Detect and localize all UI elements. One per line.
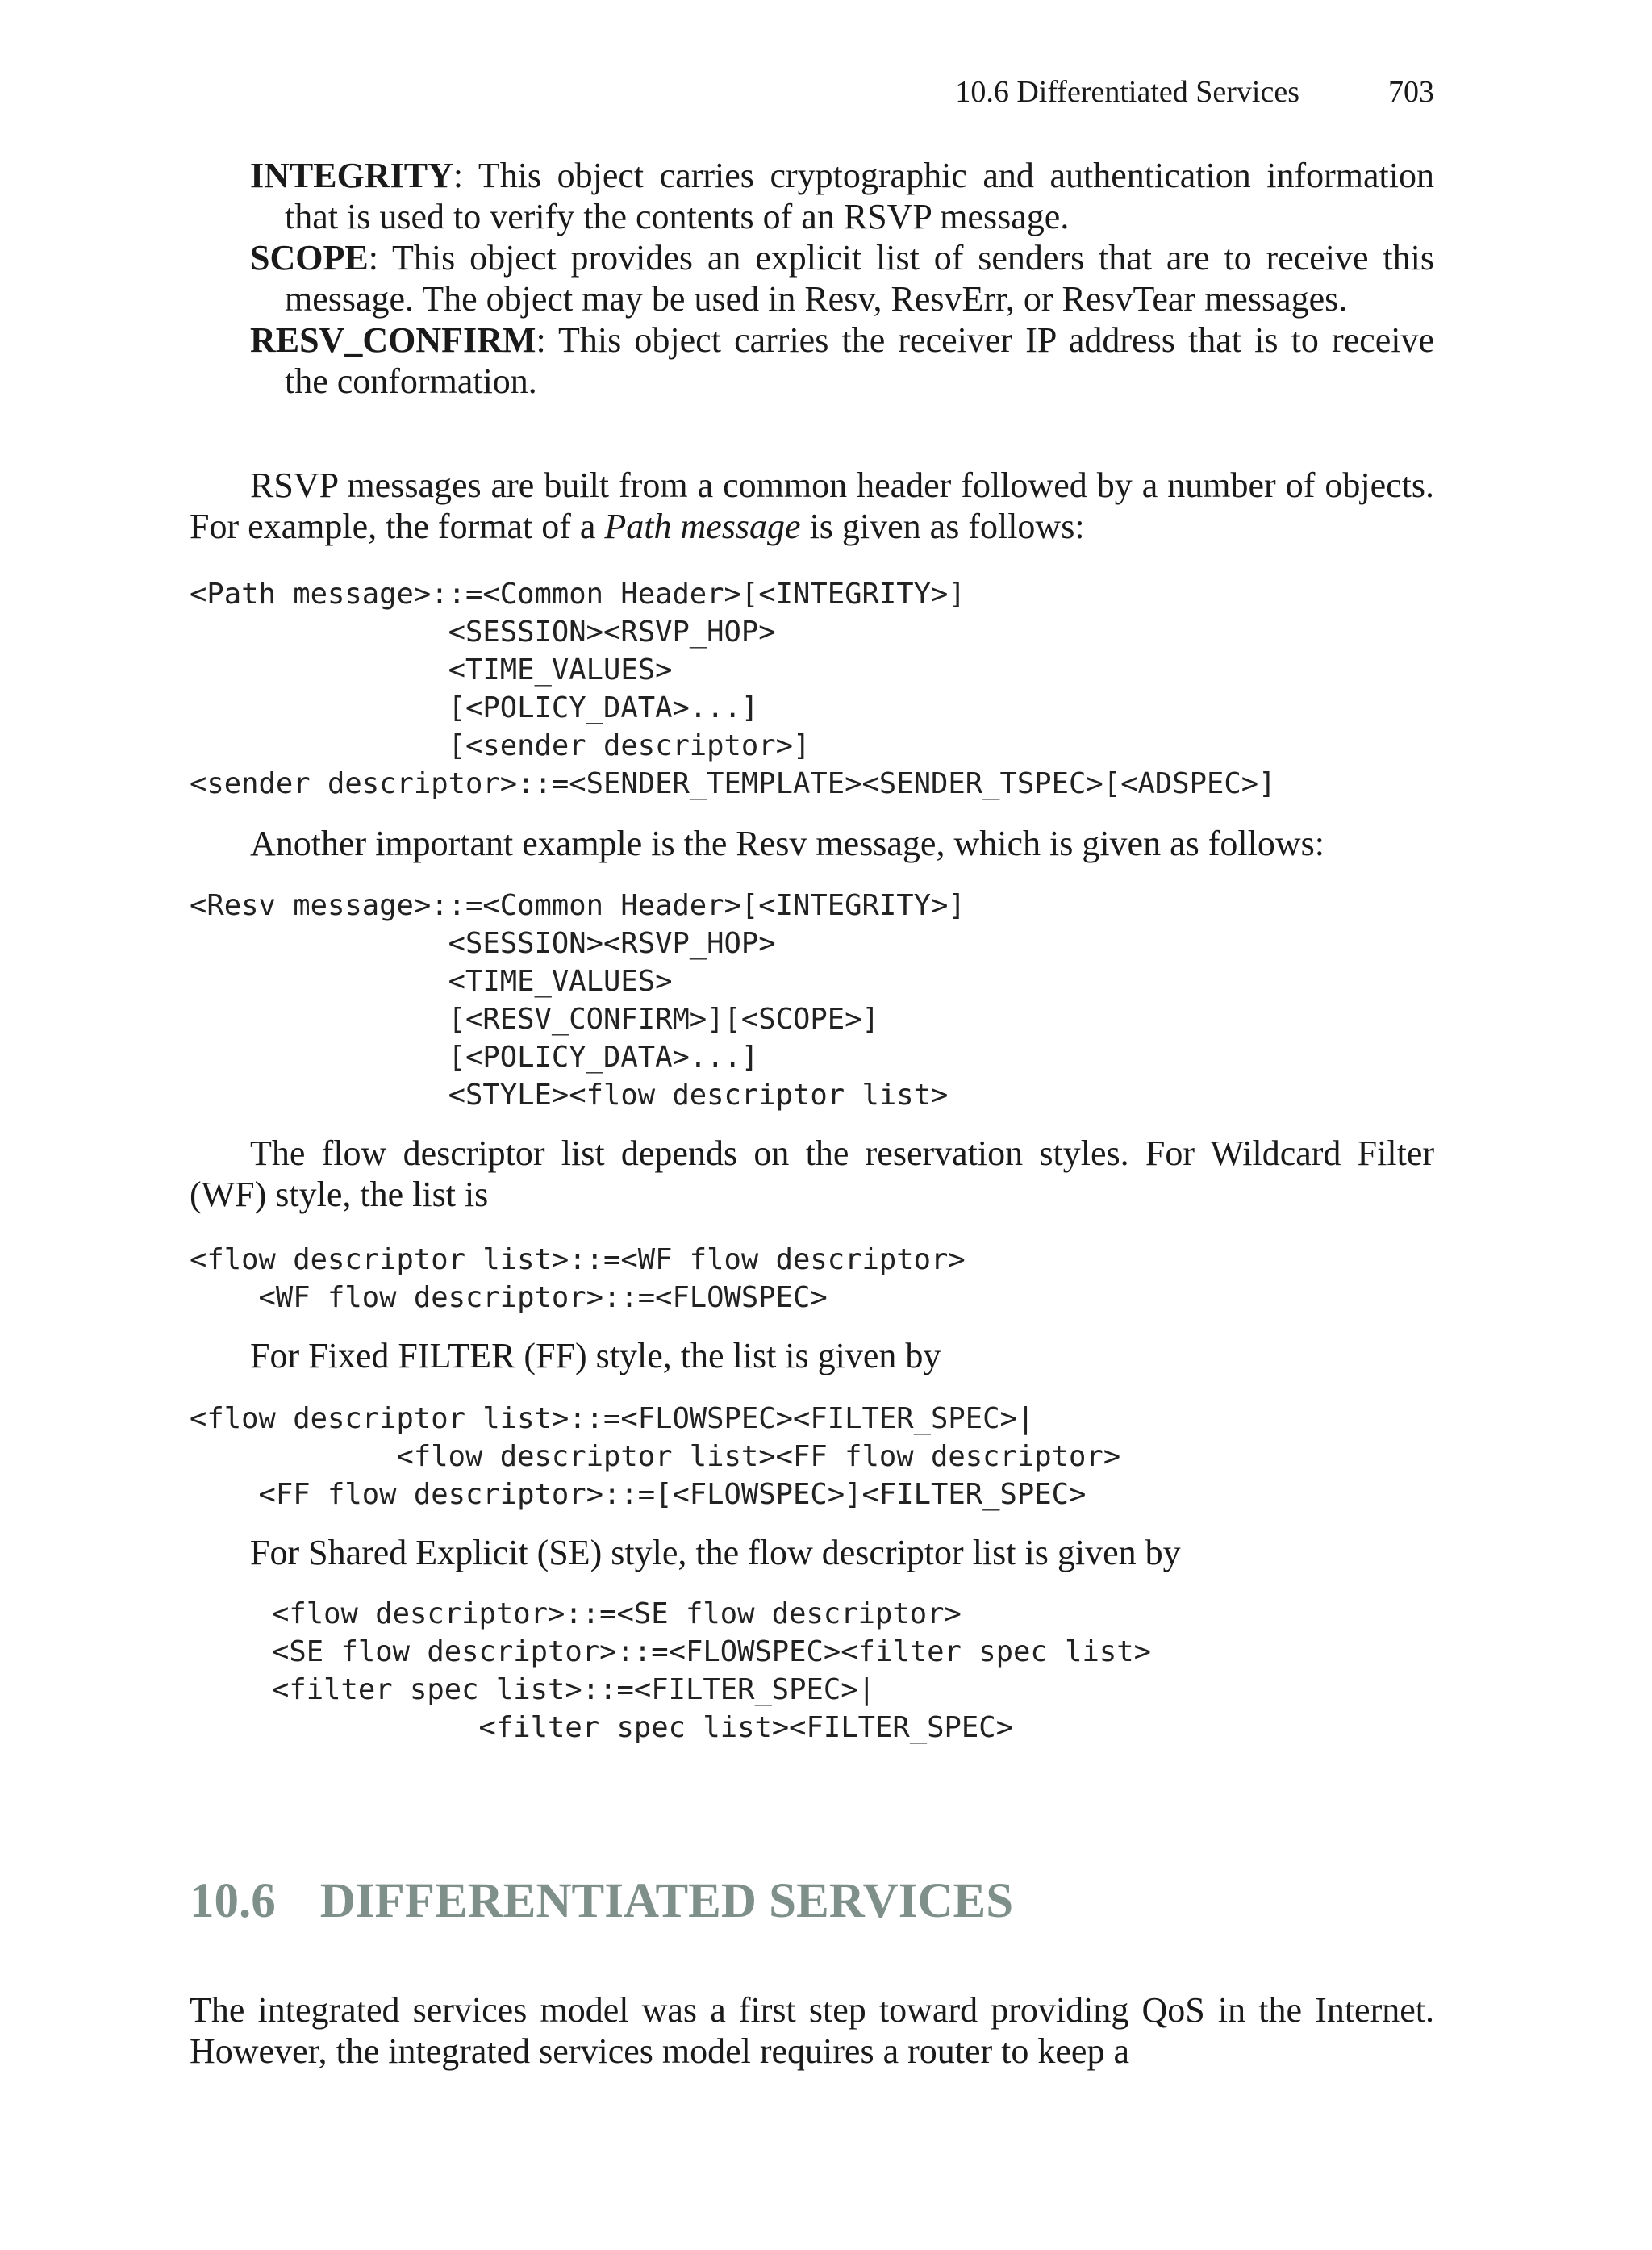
running-head (955, 74, 1434, 110)
definition-text: : This object provides an explicit list of senders that are to receive this message. The object may be used in Resv, ResvErr, or ResvTear messages. (285, 238, 1434, 319)
definition-term: RESV_CONFIRM (250, 320, 536, 360)
emphasis-path-message: Path message (604, 507, 801, 546)
definition-integrity (250, 155, 1434, 237)
definition-text: : This object carries cryptographic and authentication information that is used to verify the contents of an RSVP message. (285, 156, 1434, 236)
paragraph-resv-intro: Another important example is the Resv message, which is given as follows: (250, 824, 1325, 863)
code-path-message: <Path message>::=<Common Header>[<INTEGRITY>] <SESSION><RSVP_HOP> <TIME_VALUES> [<POLICY_DATA>...] [<sender descriptor>] <sender descriptor>::=<SENDER_TEMPLATE><SENDER_TSPEC>[<ADSPEC>] (190, 578, 1276, 800)
section-title: DIFFERENTIATED SERVICES (319, 1874, 1014, 1928)
definition-resv-confirm (250, 319, 1434, 402)
paragraph-path-intro: RSVP messages are built from a common header followed by a number of objects. For example, the format of a Path message is given as follows: (190, 465, 1434, 546)
definition-scope (250, 237, 1434, 319)
definition-term: SCOPE (250, 238, 369, 278)
paragraph-ff-style: For Fixed FILTER (FF) style, the list is given by (250, 1336, 941, 1375)
running-head-title: 10.6 Differentiated Services (955, 75, 1299, 109)
definition-term: INTEGRITY (250, 156, 453, 195)
code-wf-style: <flow descriptor list>::=<WF flow descriptor> <WF flow descriptor>::=<FLOWSPEC> (190, 1243, 966, 1314)
definition-text: : This object carries the receiver IP address that is to receive the conformation. (285, 320, 1434, 401)
paragraph-se-style: For Shared Explicit (SE) style, the flow descriptor list is given by (250, 1533, 1181, 1572)
code-se-style: <flow descriptor>::=<SE flow descriptor> <SE flow descriptor>::=<FLOWSPEC><filter spec list> <filter spec list>::=<FILTER_SPEC>| <filter spec list><FILTER_SPEC> (272, 1597, 1152, 1744)
code-resv-message: <Resv message>::=<Common Header>[<INTEGRITY>] <SESSION><RSVP_HOP> <TIME_VALUES> [<RESV_CONFIRM>][<SCOPE>] [<POLICY_DATA>...] <STYLE><flow descriptor list> (190, 889, 966, 1112)
section-heading (190, 1873, 1013, 1930)
code-ff-style: <flow descriptor list>::=<FLOWSPEC><FILTER_SPEC>| <flow descriptor list><FF flow descriptor> <FF flow descriptor>::=[<FLOWSPEC>]<FILTER_SPEC> (190, 1402, 1121, 1511)
paragraph-wf-style: The flow descriptor list depends on the reservation styles. For Wildcard Filter (WF) style, the list is (190, 1133, 1434, 1214)
object-definitions (250, 155, 1434, 402)
paragraph-diffserv-intro: The integrated services model was a first step toward providing QoS in the Internet. However, the integrated services model requires a router to keep a (190, 1990, 1434, 2071)
page-number: 703 (1388, 75, 1434, 109)
section-number: 10.6 (190, 1874, 276, 1928)
